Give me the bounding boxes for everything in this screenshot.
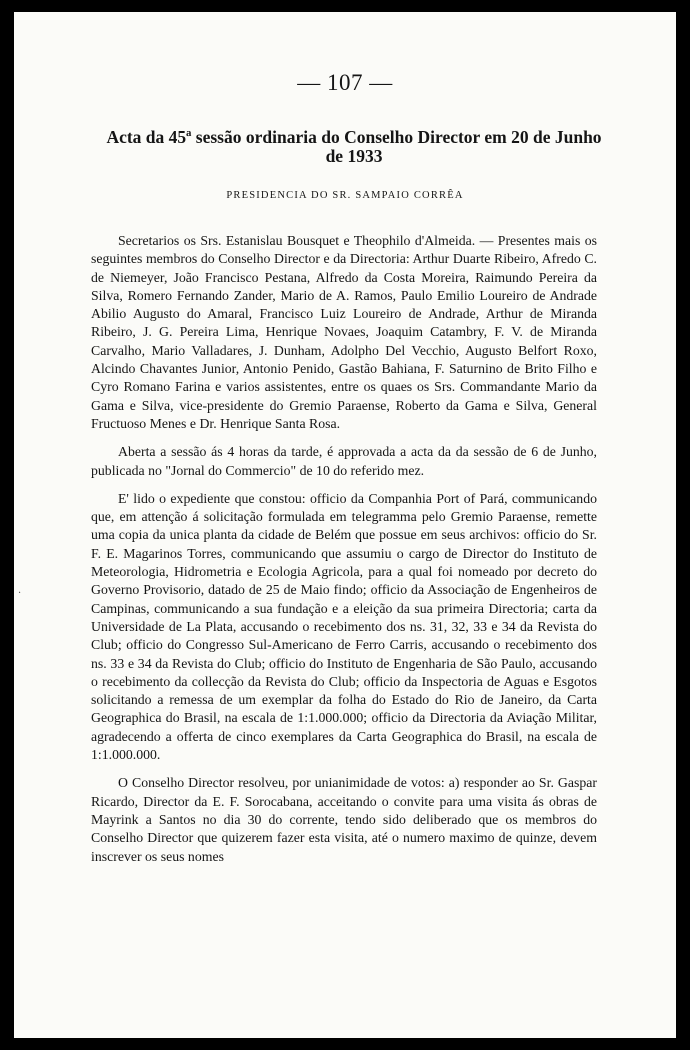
document-body: [91, 232, 597, 866]
minutes-title: Acta da 45ª sessão ordinaria do Conselho Director em 20 de Junho de 1933: [106, 127, 602, 166]
document-page: [14, 12, 676, 1038]
paragraph-opening: Aberta a sessão ás 4 horas da tarde, é approvada a acta da da sessão de 6 de Junho, publicada no "Jornal do Commercio" de 10 do referido mez.: [91, 444, 597, 478]
paragraph-resolution: O Conselho Director resolveu, por unianimidade de votos: a) responder ao Sr. Gaspar Ricardo, Director da E. F. Sorocabana, acceitando o convite para uma visita ás obras de Mayrink a Santos no dia 30 do corrente, tendo sido deliberado que os membros do Conselho Director que quizerem fazer esta visita, até o numero maximo de quinze, devem inscrever os seus nomes: [91, 775, 597, 864]
page-number: — 107 —: [297, 70, 393, 95]
paragraph-attendance: Secretarios os Srs. Estanislau Bousquet e Theophilo d'Almeida. — Presentes mais os seguintes membros do Conselho Director e da Directoria: Arthur Duarte Ribeiro, Afredo C. de Niemeyer, João Francisco Pestana, Alfredo da Costa Moreira, Raimundo Pereira da Silva, Romero Fernando Zander, Mario de A. Ramos, Paulo Emilio Loureiro de Andrade Abilio Augusto do Amaral, Francisco Luiz Loureiro de Andrade, Arthur de Miranda Ribeiro, J. G. Pereira Lima, Henrique Novaes, Joaquim Catambry, F. V. de Miranda Carvalho, Mario Valladares, J. Dunham, Adolpho Del Vecchio, Augusto Belfort Roxo, Alcindo Chavantes Junior, Antonio Penido, Gastão Bahiana, F. Saturnino de Brito Filho e Cyro Romano Farina e varios assistentes, entre os quaes os Srs. Commandante Mario da Gama e Silva, vice-presidente do Gremio Paraense, Roberto da Gama e Silva, General Fructuoso Menes e Dr. Henrique Santa Rosa.: [91, 233, 597, 431]
presidency-line: PRESIDENCIA DO SR. SAMPAIO CORRÊA: [226, 190, 464, 201]
margin-speck: ·: [18, 588, 22, 599]
paragraph-correspondence: E' lido o expediente que constou: officio da Companhia Port of Pará, communicando que, em attenção á solicitação formulada em telegramma pelo Gremio Paraense, remette uma copia da unica planta da cidade de Belém que possue em seus archivos: officio do Sr. F. E. Magarinos Torres, communicando que assumiu o cargo de Director do Instituto de Meteorologia, Hidrometria e Ecologia Agricola, para a qual foi nomeado por decreto do Governo Provisorio, datado de 25 de Maio findo; officio da Associação de Engenheiros de Campinas, communicando a sua fundação e a eleição da sua primeira Directoria; carta da Universidade de La Plata, accusando o recebimento dos ns. 31, 32, 33 e 34 da Revista do Club; officio do Congresso Sul-Americano de Ferro Carris, accusando o recebimento dos ns. 33 e 34 da Revista do Club; officio do Instituto de Engenharia de São Paulo, accusando o recebimento da collecção da Revista do Club; officio da Inspectoria de Aguas e Esgotos solicitando a remessa de um exemplar da folha do Estado do Rio de Janeiro, da Carta Geographica do Brasil, na escala de 1:1.000.000; officio da Directoria da Aviação Militar, agradecendo a offerta de cinco exemplares da Carta Geographica do Brasil, na escala de 1:1.000.000.: [91, 490, 597, 763]
